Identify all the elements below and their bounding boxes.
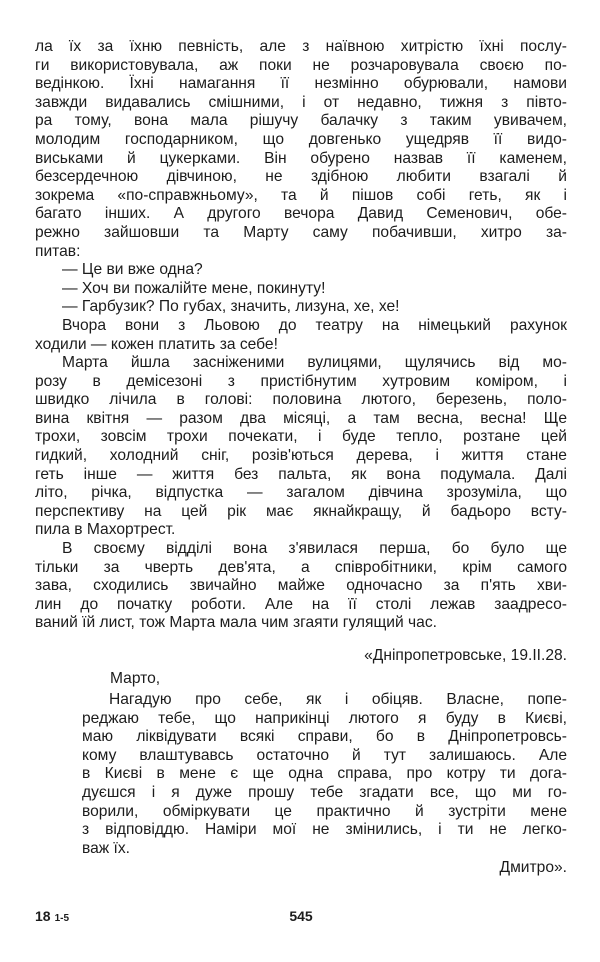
text-line: — Це ви вже одна? bbox=[62, 261, 203, 279]
text-line: В своєму відділі вона з'явилася перша, бо було ще bbox=[62, 540, 567, 558]
dialogue-line bbox=[35, 261, 567, 280]
signature-number: 18 bbox=[35, 908, 51, 924]
text-line: зава, сходились звичайно майже одночасно за п'ять хви- bbox=[35, 577, 567, 595]
letter-salutation: Марто, bbox=[110, 670, 161, 687]
text-line: — Гарбузик? По губах, значить, лизуна, хе, хе! bbox=[62, 298, 400, 316]
text-line: пила в Махортрест. bbox=[35, 521, 176, 539]
text-line: швидко лічила в голові: половина лютого, березень, поло- bbox=[35, 391, 567, 409]
letter-line: важ їх. bbox=[82, 839, 131, 857]
text-line: ходили — кожен платить за себе! bbox=[35, 335, 278, 353]
text-line: ра тому, вона мала рішучу балачку з таким увивачем, bbox=[35, 112, 567, 130]
text-line: літо, річка, відпустка — загалом дівчина зрозуміла, що bbox=[35, 484, 567, 502]
text-line: геть інше — життя без пальта, як вона подумала. Далі bbox=[35, 465, 567, 483]
text-line: ведінкою. Їхні намагання її незмінно обурювали, намови bbox=[35, 75, 567, 93]
letter-line: Нагадую про себе, як і обіцяв. Власне, попе- bbox=[109, 691, 567, 708]
letter-line: в Києві в мене є ще одна справа, про котру ти дога- bbox=[82, 765, 567, 783]
paragraph bbox=[35, 317, 567, 354]
text-line: вина квітня — разом два місяці, а там весна, весна! Ще bbox=[35, 409, 567, 427]
letter-line: з відповіддю. Наміри мої не змінились, і ти не легко- bbox=[82, 821, 567, 839]
text-line: багато інших. А другого вечора Давид Семенович, обе- bbox=[35, 205, 567, 223]
paragraph bbox=[35, 540, 567, 633]
letter-body bbox=[82, 691, 567, 858]
text-line: лин до початку роботи. Але на її столі лежав заадресо- bbox=[35, 595, 567, 613]
text-line: перспективу на цей рік має якнайкращу, й бадьоро всту- bbox=[35, 502, 567, 520]
book-page-text bbox=[35, 38, 567, 878]
letter-date-line: «Дніпропетровське, 19.II.28. bbox=[364, 647, 567, 664]
letter-line: кому влаштувавсь остаточно й тут залишаюсь. Але bbox=[82, 746, 567, 764]
letter-line: ворили, обміркувати це практично й зустріти мене bbox=[82, 802, 567, 820]
text-line: зокрема «по-справжньому», та й пішов собі геть, як і bbox=[35, 186, 567, 204]
letter-line: маю ліквідувати всякі справи, бо в Дніпропетровсь- bbox=[82, 728, 567, 746]
text-line: гидкий, холодний сніг, розів'ються дерева, і життя стане bbox=[35, 447, 567, 465]
text-line: безсердечною дівчиною, не здібною любити взагалі й bbox=[35, 168, 567, 186]
text-line: Марта йшла засніженими вулицями, щулячись від мо- bbox=[62, 354, 567, 372]
letter-line: дуєшся і я дуже прошу тебе згадати все, що ми го- bbox=[82, 783, 567, 801]
page-number: 545 bbox=[289, 908, 313, 924]
narrative-body bbox=[35, 38, 567, 633]
dialogue-line bbox=[35, 280, 567, 299]
text-line: ваний їй лист, тож Марта мала чим згаяти гулящий час. bbox=[35, 614, 437, 632]
text-line: питав: bbox=[35, 242, 81, 260]
text-line: ла їх за їхню певність, але з наївною хитрістю їхні послу- bbox=[35, 38, 567, 55]
text-line: режно зайшовши та Марту саму побачивши, хитро за- bbox=[35, 223, 567, 241]
text-line: Вчора вони з Льовою до театру на німецький рахунок bbox=[62, 316, 567, 334]
text-line: трохи, зовсім трохи почекати, і буде тепло, розтане цей bbox=[35, 428, 567, 446]
text-line: завжди видавались смішними, і от недавно, тижня з півто- bbox=[35, 93, 567, 111]
text-line: ги використовувала, аж поки не розчаровувала своєю по- bbox=[35, 56, 567, 74]
dialogue-line bbox=[35, 298, 567, 317]
text-line: — Хоч ви пожалійте мене, покинуту! bbox=[62, 279, 326, 297]
text-line: тільки за чверть дев'ята, а співробітники, крім самого bbox=[35, 558, 567, 576]
letter-signature: Дмитро». bbox=[499, 859, 567, 877]
paragraph bbox=[35, 38, 567, 261]
letter-line: реджаю тебе, що наприкінці лютого я буду в Києві, bbox=[82, 709, 567, 727]
paragraph bbox=[35, 354, 567, 540]
page-footer bbox=[35, 908, 567, 928]
text-line: молодим господарником, що довгенько ущедряв її видо- bbox=[35, 130, 567, 148]
text-line: виськами й цукерками. Він обурено назвав її каменем, bbox=[35, 149, 567, 167]
signature-sub: 1-5 bbox=[54, 913, 70, 924]
text-line: розу в демісезоні з пристібнутим хутровим коміром, і bbox=[35, 372, 567, 390]
